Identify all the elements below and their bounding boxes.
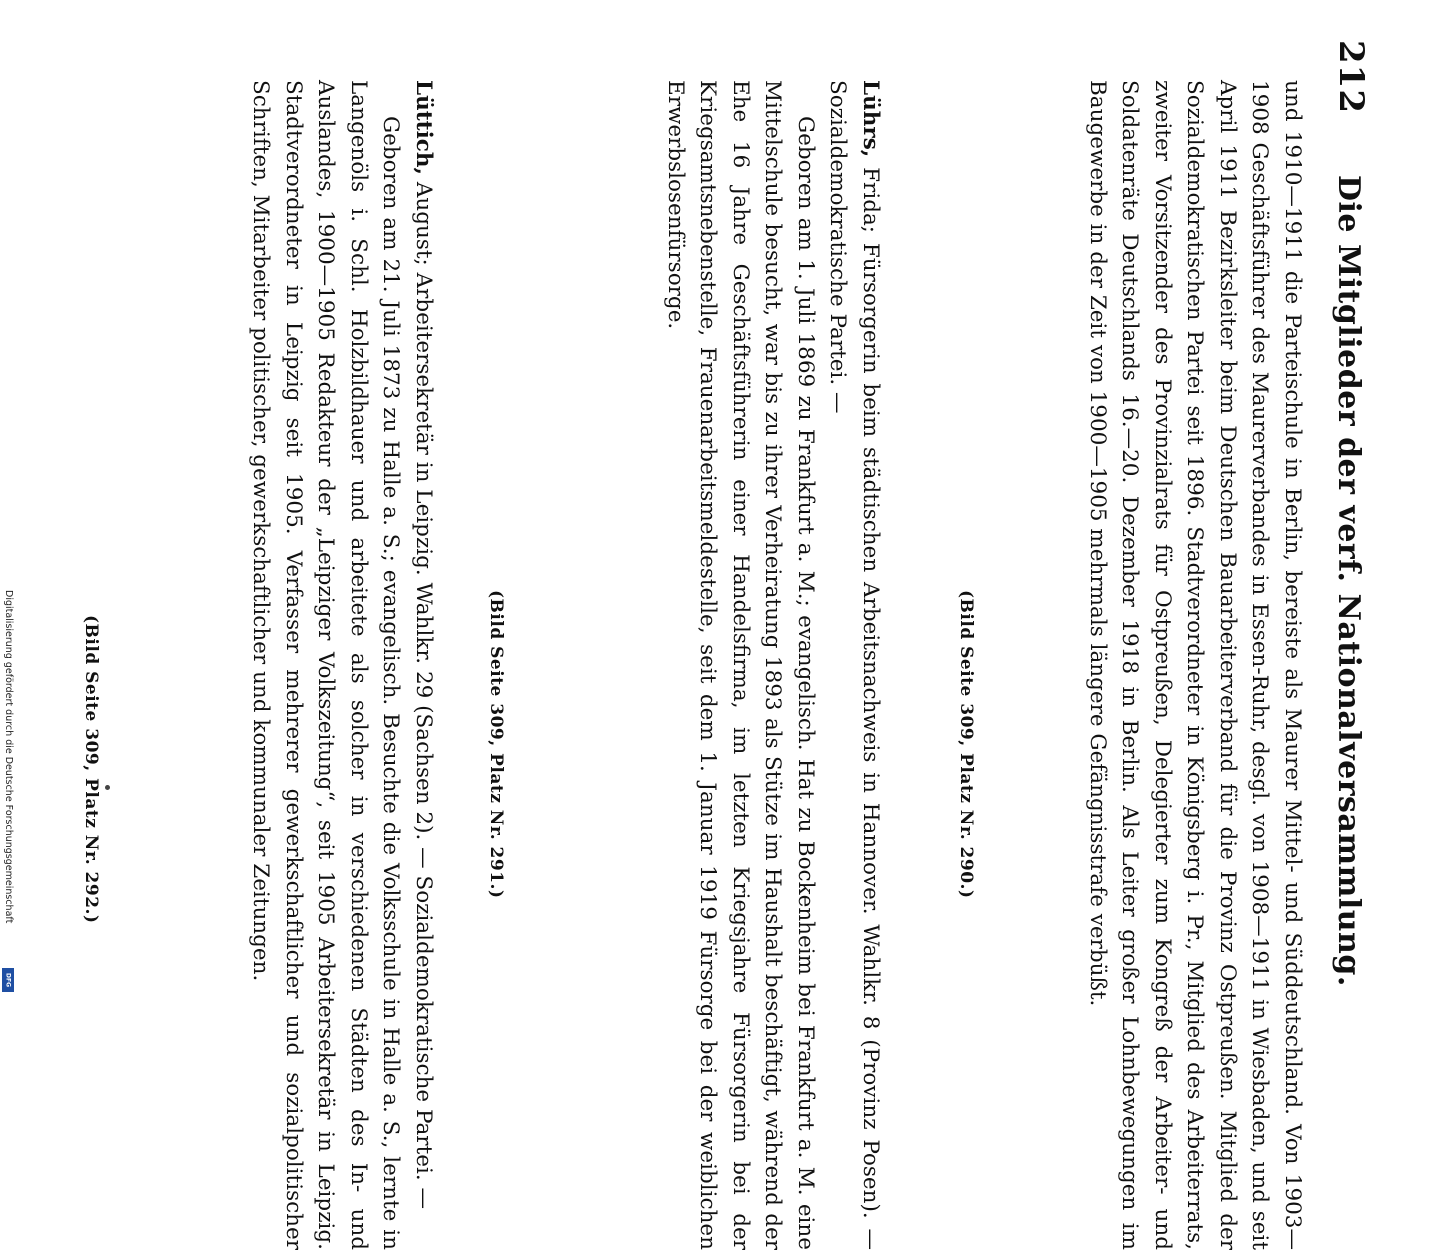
- photo-reference: (Bild Seite 309, Platz Nr. 291.): [486, 590, 506, 899]
- entry-luettich: [244, 80, 439, 1250]
- entry-paragraph: Geboren am 1. Juli 1869 zu Frankfurt a. M.; evangelisch. Hat zu Bockenheim bei Frankfurt a. M. eine Mittelschule besucht, war bis zu ihrer Verheiratung 1893 als Stütze im Haushalt beschäftigt, während der Ehe 16 Jahre Geschäftsführerin einer Handelsfirma, im letzten Kriegsjahre Fürsorgerin bei der Kriegsamtsnebenstelle, Frauenarbeitsmeldestelle, seit dem 1. Januar 1919 Fürsorge bei der weiblichen Erwerbslosenfürsorge.: [663, 80, 818, 1250]
- entry-name: Lüttich,: [411, 80, 436, 175]
- entry-paragraph: August; Arbeitersekretär in Leipzig. Wahlkr. 29 (Sachsen 2). — Sozialdemokratische Partei. —: [411, 181, 436, 1209]
- scan-speck: [105, 785, 110, 790]
- photo-reference: (Bild Seite 309, Platz Nr. 290.): [956, 590, 976, 899]
- entry-continued: [1081, 80, 1309, 1250]
- entry-luehrs: [659, 80, 887, 1250]
- dfg-logo-icon: DFG: [2, 968, 14, 992]
- page-number: 212: [1331, 40, 1371, 114]
- entry-paragraph: und 1910—1911 die Parteischule in Berlin, bereiste als Maurer Mittel- und Süddeutschland. Von 1903—1908 Geschäftsführer des Maurerverbandes in Essen-Ruhr, desgl. von 1908—1911 in Wiesbaden, und seit April 1911 Bezirksleiter beim Deutschen Bauarbeiterverband für die Provinz Ostpreußen. Mitglied der Sozialdemokratischen Partei seit 1896. Stadtverordneter in Königsberg i. Pr., Mitglied des Arbeiterrats, zweiter Vorsitzender des Provinzialrats für Ostpreußen, Delegierter zum Kongreß der Arbeiter- und Soldatenräte Deutschlands 16.—20. Dezember 1918 in Berlin. Als Leiter großer Lohnbewegungen im Baugewerbe in der Zeit von 1900—1905 mehrmals längere Gefängnisstrafe verbüßt.: [1085, 80, 1305, 1250]
- entry-paragraph: Frida; Fürsorgerin beim städtischen Arbeitsnachweis in Hannover. Wahlkr. 8 (Provinz Posen). — Sozialdemokratische Partei. —: [825, 80, 883, 1250]
- credit-text: Digitalisierung gefördert durch die Deutsche Forschungsgemeinschaft: [3, 590, 14, 924]
- running-head: Die Mitglieder der verf. Nationalversammlung.: [1331, 175, 1366, 987]
- entry-name: Lührs,: [858, 80, 883, 158]
- photo-reference: (Bild Seite 309, Platz Nr. 292.): [81, 615, 101, 924]
- entry-paragraph: Geboren am 21. Juli 1873 zu Halle a. S.; evangelisch. Besuchte die Volksschule in Halle a. S., lernte in Langenöls i. Schl. Holzbildhauer und arbeitete als solcher in verschiedenen Städten des In- und Auslandes, 1900—1905 Redakteur der „Leipziger Volkszeitung“, seit 1905 Arbeitersekretär in Leipzig. Stadtverordneter in Leipzig seit 1905. Verfasser mehrerer gewerkschaftlicher und sozialpolitischer Schriften, Mitarbeiter politischer, gewerkschaftlicher und kommunaler Zeitungen.: [248, 80, 404, 1250]
- digitization-credit: [0, 0, 16, 1000]
